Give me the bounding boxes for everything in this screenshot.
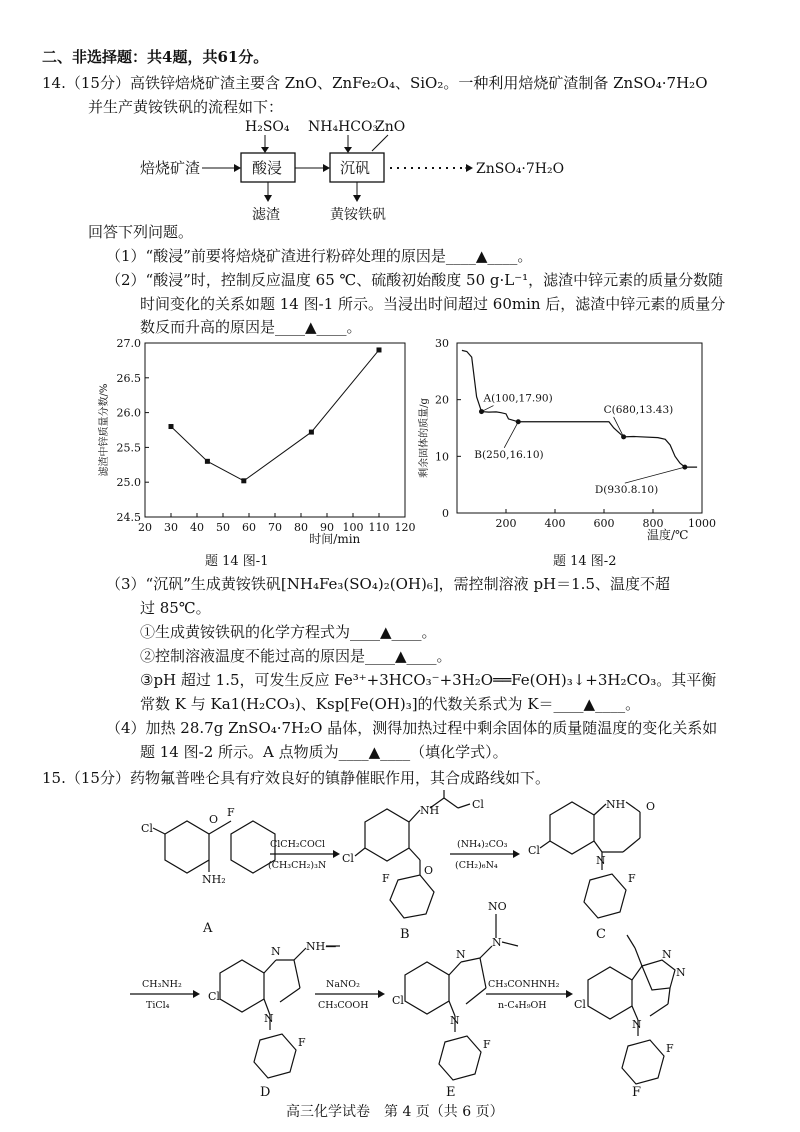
q14-part3d: ②控制溶液温度不能过高的原因是____▲____。 [140,647,452,665]
chart1-xtick-label: 70 [268,521,282,534]
q14-part2a: （2）“酸浸”时，控制反应温度 65 ℃、硫酸初始酸度 50 g·L⁻¹，滤渣中锌元素的质量分数随 [106,271,724,289]
atom-n-f3: N [632,1018,642,1031]
chart1-data-point [169,424,174,429]
chart2-xlabel: 温度/℃ [646,528,689,542]
flow-box1-label: 酸浸 [252,159,283,177]
reagent-3-bottom: TiCl₄ [146,1000,170,1011]
atom-cl-d: Cl [208,990,220,1003]
atom-f-c: F [628,872,636,885]
reagent-1-top: ClCH₂COCl [270,839,326,850]
q14-part2b: 时间变化的关系如题 14 图-1 所示。当浸出时间超过 60min 后，滤渣中锌元素的质量分 [140,295,726,313]
chart2-leader-b [504,422,518,448]
chart1-xtick-label: 100 [342,521,364,534]
chart2-xtick-label: 200 [495,517,517,530]
atom-cl-a: Cl [141,822,153,835]
flow-reagent-zno: ZnO [375,119,406,135]
chart1-caption: 题 14 图-1 [205,554,269,569]
chart-zinc-fraction-vs-time [95,335,425,570]
flow-input: 焙烧矿渣 [140,159,201,177]
flow-out-jarosite: 黄铵铁矾 [330,207,386,223]
chart1-xtick-label: 120 [394,521,416,534]
chart1-xlabel: 时间/min [309,532,361,546]
reagent-4-top: NaNO₂ [326,979,360,990]
atom-n-d: N [271,945,281,958]
chart1-xtick-label: 90 [320,521,334,534]
process-flow-diagram [140,115,600,225]
label-b: B [400,927,410,942]
atom-n-e3: N [450,1014,460,1027]
chart2-ytick-label: 10 [435,450,449,464]
chart1-frame [145,343,405,517]
q14-part3b: 过 85℃。 [140,599,211,617]
atom-nhme-d: NH— [306,940,337,953]
chart2-frame [457,343,702,513]
label-a: A [203,921,213,936]
reagent-5-bottom: n-C₄H₉OH [498,1000,547,1011]
atom-n-f: N [662,948,672,961]
atom-no-e: NO [488,900,507,913]
flow-reagent-nh4hco3: NH₄HCO₃ [308,119,379,135]
chart2-leader-a [482,406,494,412]
q14-part2c: 数反而升高的原因是____▲____。 [140,318,362,336]
chart2-xtick-label: 400 [544,517,566,530]
compound-a [153,821,275,873]
atom-n-f2: N [676,966,686,979]
atom-n-d2: N [264,1012,274,1025]
compound-c [540,802,640,918]
page-footer: 高三化学试卷 第 4 页（共 6 页） [286,1104,504,1120]
label-f: F [632,1085,642,1100]
atom-f-f: F [666,1042,674,1055]
chart2-ylabel: 剩余固体的质量/g [419,398,430,478]
chart2-leader-c [614,417,624,437]
atom-n-c: N [596,854,606,867]
reagent-5-top: CH₃CONHNH₂ [488,979,560,990]
chart1-xtick-label: 110 [368,521,390,534]
chart1-data-point [205,459,210,464]
reagent-1-bottom: (CH₃CH₂)₃N [268,860,327,871]
chart1-data-point [309,430,314,435]
chart2-label-a: A(100,17.90) [483,392,553,405]
chart1-ylabel: 滤渣中锌质量分数/% [99,383,110,477]
chart2-xtick-label: 800 [642,517,664,530]
chart2-ytick-label: 30 [435,337,449,350]
atom-nh2-a: NH₂ [202,873,226,886]
q14-part1: （1）“酸浸”前要将焙烧矿渣进行粉碎处理的原因是____▲____。 [106,247,533,265]
chart2-point-b [516,419,521,424]
atom-cl-b: Cl [472,798,484,811]
atom-f-a: F [227,806,235,819]
chart1-ytick-label: 27.0 [116,337,141,350]
atom-f-e: F [483,1038,491,1051]
chart1-ytick-label: 25.5 [116,441,141,455]
q14-line2: 并生产黄铵铁矾的流程如下： [88,98,284,116]
chart1-data-point [377,347,382,352]
label-d: D [260,1085,271,1100]
atom-cl-b2: Cl [342,852,354,865]
chart1-xtick-label: 60 [242,521,256,534]
label-e: E [446,1085,456,1100]
reagent-2-top: (NH₄)₂CO₃ [457,839,508,850]
q14-line1: 14.（15分）高铁锌焙烧矿渣主要含 ZnO、ZnFe₂O₄、SiO₂。一种利用焙烧矿渣制备 ZnSO₄·7H₂O [42,74,708,92]
chart2-caption: 题 14 图-2 [553,554,617,569]
chart2-label-d: D(930.8.10) [594,484,659,497]
atom-o-b2: O [424,864,434,877]
atom-f-d: F [298,1036,306,1049]
q15-line1: 15.（15分）药物氟普唑仑具有疗效良好的镇静催眠作用，其合成路线如下。 [42,769,550,787]
label-c: C [596,927,606,942]
q14-part4b: 题 14 图-2 所示。A 点物质为____▲____（填化学式）。 [140,743,508,761]
flow-output: ZnSO₄·7H₂O [476,161,565,177]
atom-o-a: O [209,813,219,826]
chart2-ytick-label: 0 [442,507,449,520]
reagent-4-bottom: CH₃COOH [318,1000,369,1011]
flow-reagent-h2so4: H₂SO₄ [245,119,290,135]
chart2-label-c: C(680,13.43) [603,403,674,416]
compound-d [220,946,340,1078]
q14-part3a: （3）“沉矾”生成黄铵铁矾[NH₄Fe₃(SO₄)₂(OH)₆]，需控制溶液 pH＝1.5、温度不超 [106,575,670,593]
chart1-ytick-label: 26.0 [116,406,141,420]
flow-out-residue: 滤渣 [252,207,280,223]
atom-nh-c: NH [606,798,626,811]
chart2-label-b: B(250,16.10) [474,448,544,461]
chart2-xtick-label: 600 [593,517,615,530]
synthesis-route [130,790,730,1100]
reagent-2-bottom: (CH₂)₆N₄ [455,860,498,871]
chart1-xtick-label: 30 [164,521,178,534]
flow-box2-label: 沉矾 [340,159,371,177]
atom-cl-e: Cl [392,994,404,1007]
chart1-xtick-label: 20 [138,521,152,534]
atom-f-b: F [382,872,390,885]
q14-part4a: （4）加热 28.7g ZnSO₄·7H₂O 晶体，测得加热过程中剩余固体的质量随温度的变化关系如 [106,719,718,737]
chart1-ytick-label: 24.5 [116,511,141,524]
reagent-3-top: CH₃NH₂ [142,979,182,990]
chart1-ytick-label: 26.5 [116,371,141,385]
q14-intro: 回答下列问题。 [88,223,194,241]
q14-part3c: ①生成黄铵铁矾的化学方程式为____▲____。 [140,623,437,641]
atom-cl-f: Cl [574,998,586,1011]
chart1-series-line [171,350,379,481]
chart2-ytick-label: 20 [435,393,449,407]
chart2-leader-d [625,467,685,483]
atom-n-e2: N [492,936,502,949]
q14-part3f: 常数 K 与 Ka1(H₂CO₃)、Ksp[Fe(OH)₃]的代数关系式为 K＝____▲____。 [140,695,641,713]
atom-cl-c: Cl [528,844,540,857]
chart1-xtick-label: 40 [190,521,204,534]
chart2-xtick-label: 1000 [688,517,716,530]
atom-n-e: N [456,948,466,961]
q14-part3e: ③pH 超过 1.5，可发生反应 Fe³⁺+3HCO₃⁻+3H₂O══Fe(OH)₃↓+3H₂CO₃。其平衡 [140,671,717,689]
atom-nh-b: NH [420,804,440,817]
chart1-xtick-label: 80 [294,521,308,534]
chart1-xtick-label: 50 [216,521,230,534]
chart-solid-mass-vs-temperature [412,335,732,570]
atom-o-c: O [646,800,656,813]
chart1-data-point [241,478,246,483]
section-heading: 二、非选择题：共4题，共61分。 [42,48,269,66]
chart1-ytick-label: 25.0 [116,476,141,490]
